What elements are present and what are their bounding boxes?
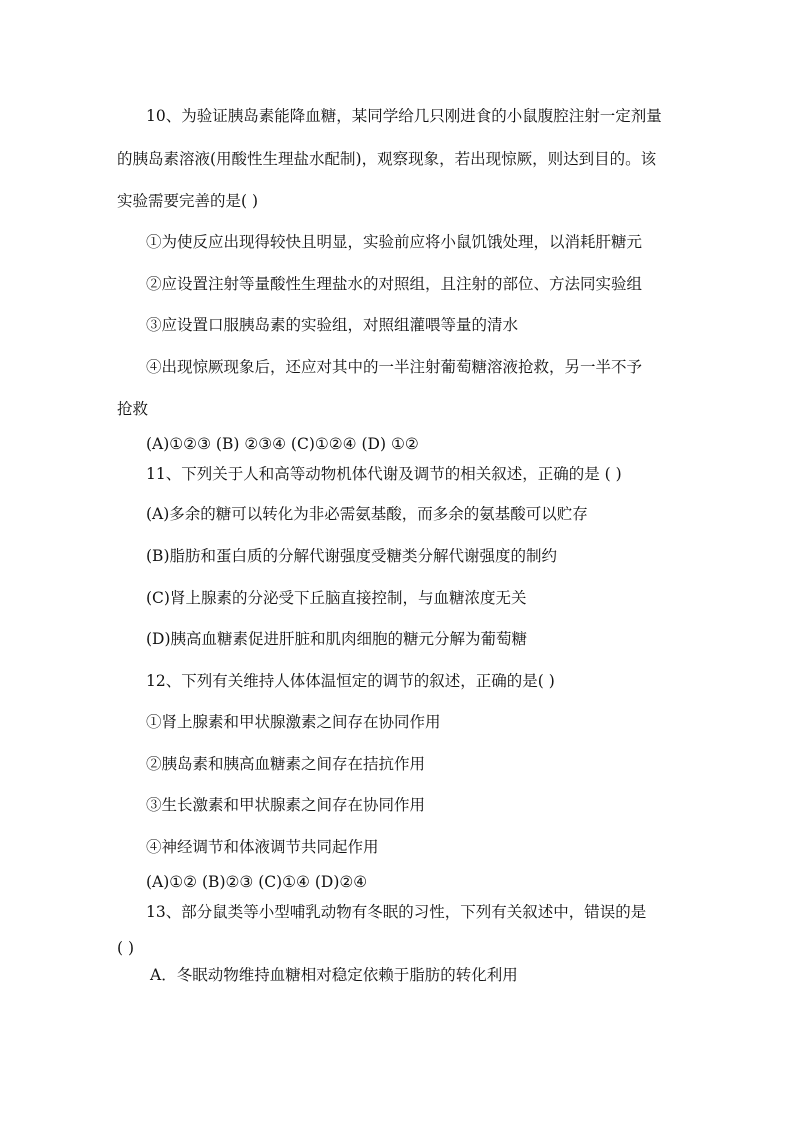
q10-options: (A)①②③ (B) ②③④ (C)①②④ (D) ①② (146, 435, 419, 453)
q12-stem: 12、下列有关维持人体体温恒定的调节的叙述，正确的是( ) (146, 672, 555, 690)
q12-options: (A)①② (B)②③ (C)①④ (D)②④ (146, 873, 368, 891)
q10-stem-line2: 的胰岛素溶液(用酸性生理盐水配制)，观察现象，若出现惊厥，则达到目的。该 (117, 150, 657, 168)
q10-item-1: ①为使反应出现得较快且明显，实验前应将小鼠饥饿处理，以消耗肝糖元 (146, 233, 643, 251)
q10-item-4-line1: ④出现惊厥现象后，还应对其中的一半注射葡萄糖溶液抢救，另一半不予 (146, 358, 643, 376)
q11-option-b: (B)脂肪和蛋白质的分解代谢强度受糖类分解代谢强度的制约 (146, 547, 557, 565)
q12-item-2: ②胰岛素和胰高血糖素之间存在拮抗作用 (146, 755, 426, 773)
q13-stem-line2: ( ) (117, 939, 135, 957)
q11-option-d: (D)胰高血糖素促进肝脏和肌肉细胞的糖元分解为葡萄糖 (146, 630, 528, 648)
q10-item-3: ③应设置口服胰岛素的实验组，对照组灌喂等量的清水 (146, 316, 519, 334)
q10-item-2: ②应设置注射等量酸性生理盐水的对照组，且注射的部位、方法同实验组 (146, 275, 643, 293)
q11-option-c: (C)肾上腺素的分泌受下丘脑直接控制，与血糖浓度无关 (146, 589, 527, 607)
q10-stem-line1: 10、为验证胰岛素能降血糖，某同学给几只刚进食的小鼠腹腔注射一定剂量 (146, 107, 662, 125)
q12-item-1: ①肾上腺素和甲状腺激素之间存在协同作用 (146, 713, 441, 731)
q13-stem-line1: 13、部分鼠类等小型哺乳动物有冬眠的习性，下列有关叙述中，错误的是 (146, 903, 647, 921)
q11-stem: 11、下列关于人和高等动物机体代谢及调节的相关叙述，正确的是 ( ) (146, 465, 622, 483)
q11-option-a: (A)多余的糖可以转化为非必需氨基酸，而多余的氨基酸可以贮存 (146, 505, 588, 523)
q10-stem-line3: 实验需要完善的是( ) (117, 192, 259, 210)
q10-item-4-line2: 抢救 (117, 400, 149, 418)
q12-item-3: ③生长激素和甲状腺素之间存在协同作用 (146, 796, 426, 814)
q13-option-a: A．冬眠动物维持血糖相对稳定依赖于脂肪的转化利用 (150, 966, 518, 984)
q12-item-4: ④神经调节和体液调节共同起作用 (146, 838, 379, 856)
